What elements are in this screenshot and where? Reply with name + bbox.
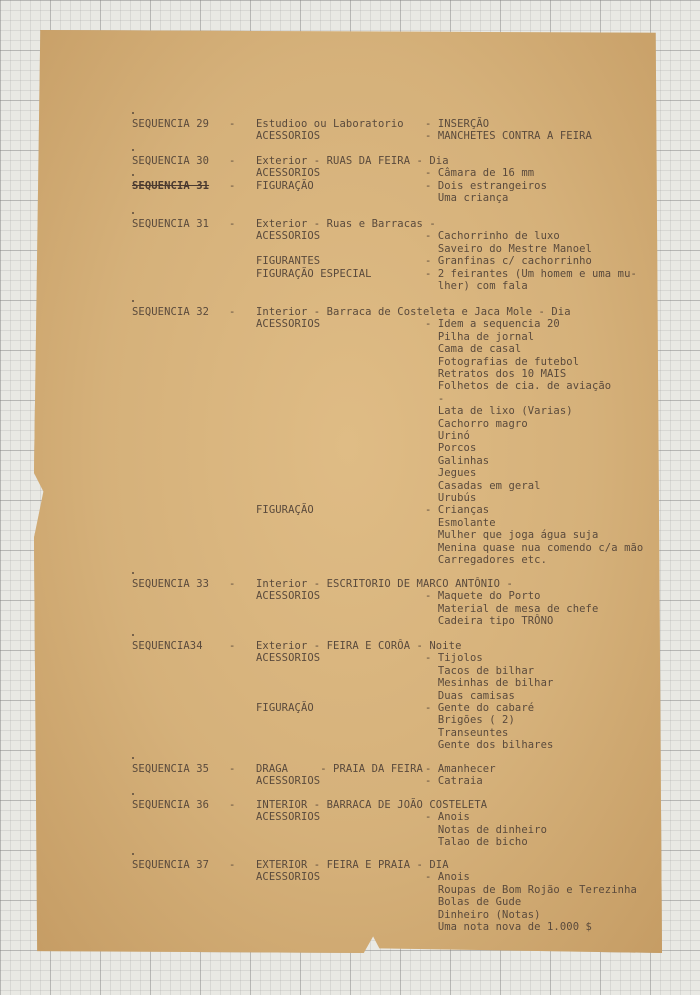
scene-heading: FIGURAÇÃO: [256, 504, 314, 516]
scene-heading: ACESSORIOS: [256, 871, 321, 883]
prop-item: Urubús: [425, 492, 477, 504]
prop-item: Roupas de Bom Rojão e Terezinha: [425, 884, 637, 896]
prop-item: - INSERÇÃO: [425, 118, 490, 130]
typewriter-dot-mark: [132, 757, 134, 759]
prop-item: Jegues: [425, 467, 477, 479]
prop-item: Material de mesa de chefe: [425, 603, 599, 615]
sequence-dash: -: [229, 218, 236, 230]
prop-item: Galinhas: [425, 455, 490, 467]
typewriter-dot-mark: [132, 793, 134, 795]
prop-item: - Idem a sequencia 20: [425, 318, 560, 330]
prop-item: -: [425, 393, 445, 405]
paper-sheet: [34, 30, 662, 953]
sequence-dash: -: [229, 118, 236, 130]
scene-heading: ACESSORIOS: [256, 130, 321, 142]
sequence-dash: -: [229, 859, 236, 871]
sequence-label: SEQUENCIA34: [132, 640, 203, 652]
prop-item: Transeuntes: [425, 727, 509, 739]
prop-item: Cama de casal: [425, 343, 522, 355]
prop-item: Mulher que joga água suja: [425, 529, 599, 541]
sequence-label: SEQUENCIA 36: [132, 799, 210, 811]
prop-item: - Dois estrangeiros: [425, 180, 548, 192]
prop-item: Cadeira tipo TRÔNO: [425, 615, 554, 627]
typewriter-dot-mark: [132, 212, 134, 214]
prop-item: - 2 feirantes (Um homem e uma mu-: [425, 268, 637, 280]
typewriter-dot-mark: [132, 853, 134, 855]
prop-item: - Tijolos: [425, 652, 483, 664]
prop-item: Retratos dos 10 MAIS: [425, 368, 567, 380]
prop-item: Saveiro do Mestre Manoel: [425, 243, 592, 255]
typewriter-dot-mark: [132, 572, 134, 574]
prop-item: Menina quase nua comendo c/a mão: [425, 542, 644, 554]
prop-item: Talao de bicho: [425, 836, 528, 848]
sequence-label: SEQUENCIA 29: [132, 118, 210, 130]
prop-item: Dinheiro (Notas): [425, 909, 541, 921]
prop-item: - Cachorrinho de luxo: [425, 230, 560, 242]
scene-heading: ACESSORIOS: [256, 167, 321, 179]
scene-heading: ACESSORIOS: [256, 775, 321, 787]
scene-heading: ACESSORIOS: [256, 590, 321, 602]
sequence-label: SEQUENCIA 35: [132, 763, 210, 775]
prop-item: Bolas de Gude: [425, 896, 522, 908]
prop-item: - Granfinas c/ cachorrinho: [425, 255, 592, 267]
sequence-dash: -: [229, 306, 236, 318]
scene-heading: ACESSORIOS: [256, 652, 321, 664]
prop-item: lher) com fala: [425, 280, 528, 292]
prop-item: Pilha de jornal: [425, 331, 535, 343]
prop-item: Lata de lixo (Varias): [425, 405, 573, 417]
prop-item: Carregadores etc.: [425, 554, 548, 566]
sequence-label: SEQUENCIA 33: [132, 578, 210, 590]
prop-item: - Câmara de 16 mm: [425, 167, 535, 179]
sequence-dash: -: [229, 640, 236, 652]
prop-item: - Anois: [425, 811, 470, 823]
prop-item: - Gente do cabaré: [425, 702, 535, 714]
typewriter-dot-mark: [132, 174, 134, 176]
prop-item: Fotografias de futebol: [425, 356, 580, 368]
prop-item: - Catraia: [425, 775, 483, 787]
struck-sequence-label: SEQUENCIA 31: [132, 180, 210, 192]
scene-heading: Interior - ESCRITORIO DE MARCO ANTÔNIO -: [256, 578, 513, 590]
prop-item: Mesinhas de bilhar: [425, 677, 554, 689]
typewriter-dot-mark: [132, 634, 134, 636]
prop-item: Brigões ( 2): [425, 714, 515, 726]
sequence-dash: -: [229, 180, 236, 192]
prop-item: Gente dos bilhares: [425, 739, 554, 751]
prop-item: - Amanhecer: [425, 763, 496, 775]
scene-heading: FIGURAÇÃO: [256, 702, 314, 714]
scene-heading: INTERIOR - BARRACA DE JOÃO COSTELETA: [256, 799, 488, 811]
sequence-dash: -: [229, 155, 236, 167]
prop-item: Urinó: [425, 430, 470, 442]
sequence-dash: -: [229, 799, 236, 811]
prop-item: Cachorro magro: [425, 418, 528, 430]
typewriter-dot-mark: [132, 149, 134, 151]
scene-heading: ACESSORIOS: [256, 811, 321, 823]
scene-heading: FIGURAÇÃO: [256, 180, 314, 192]
scene-heading: DRAGA - PRAIA DA FEIRA: [256, 763, 423, 775]
prop-item: Duas camisas: [425, 690, 515, 702]
scene-heading: ACESSORIOS: [256, 318, 321, 330]
prop-item: - Crianças: [425, 504, 490, 516]
prop-item: Esmolante: [425, 517, 496, 529]
scene-heading: Interior - Barraca de Costeleta e Jaca Mole - Dia: [256, 306, 571, 318]
sequence-label: SEQUENCIA 37: [132, 859, 210, 871]
sequence-label: SEQUENCIA 32: [132, 306, 210, 318]
sequence-label: SEQUENCIA 30: [132, 155, 210, 167]
sequence-dash: -: [229, 763, 236, 775]
prop-item: Notas de dinheiro: [425, 824, 548, 836]
scene-heading: FIGURANTES: [256, 255, 321, 267]
scene-heading: Estudioo ou Laboratorio: [256, 118, 404, 130]
prop-item: Tacos de bilhar: [425, 665, 535, 677]
scene-heading: EXTERIOR - FEIRA E PRAIA - DIA: [256, 859, 449, 871]
prop-item: Uma criança: [425, 192, 509, 204]
typewriter-dot-mark: [132, 112, 134, 114]
prop-item: Casadas em geral: [425, 480, 541, 492]
scene-heading: Exterior - RUAS DA FEIRA - Dia: [256, 155, 449, 167]
prop-item: - Maquete do Porto: [425, 590, 541, 602]
typewriter-dot-mark: [132, 300, 134, 302]
prop-item: Uma nota nova de 1.000 $: [425, 921, 592, 933]
prop-item: - Anois: [425, 871, 470, 883]
scene-heading: Exterior - FEIRA E CORÔA - Noite: [256, 640, 462, 652]
scene-heading: ACESSORIOS: [256, 230, 321, 242]
prop-item: Porcos: [425, 442, 477, 454]
sequence-dash: -: [229, 578, 236, 590]
prop-item: - MANCHETES CONTRA A FEIRA: [425, 130, 592, 142]
scene-heading: FIGURAÇÃO ESPECIAL: [256, 268, 372, 280]
prop-item: Folhetos de cia. de aviação: [425, 380, 612, 392]
sequence-label: SEQUENCIA 31: [132, 218, 210, 230]
scene-heading: Exterior - Ruas e Barracas -: [256, 218, 436, 230]
